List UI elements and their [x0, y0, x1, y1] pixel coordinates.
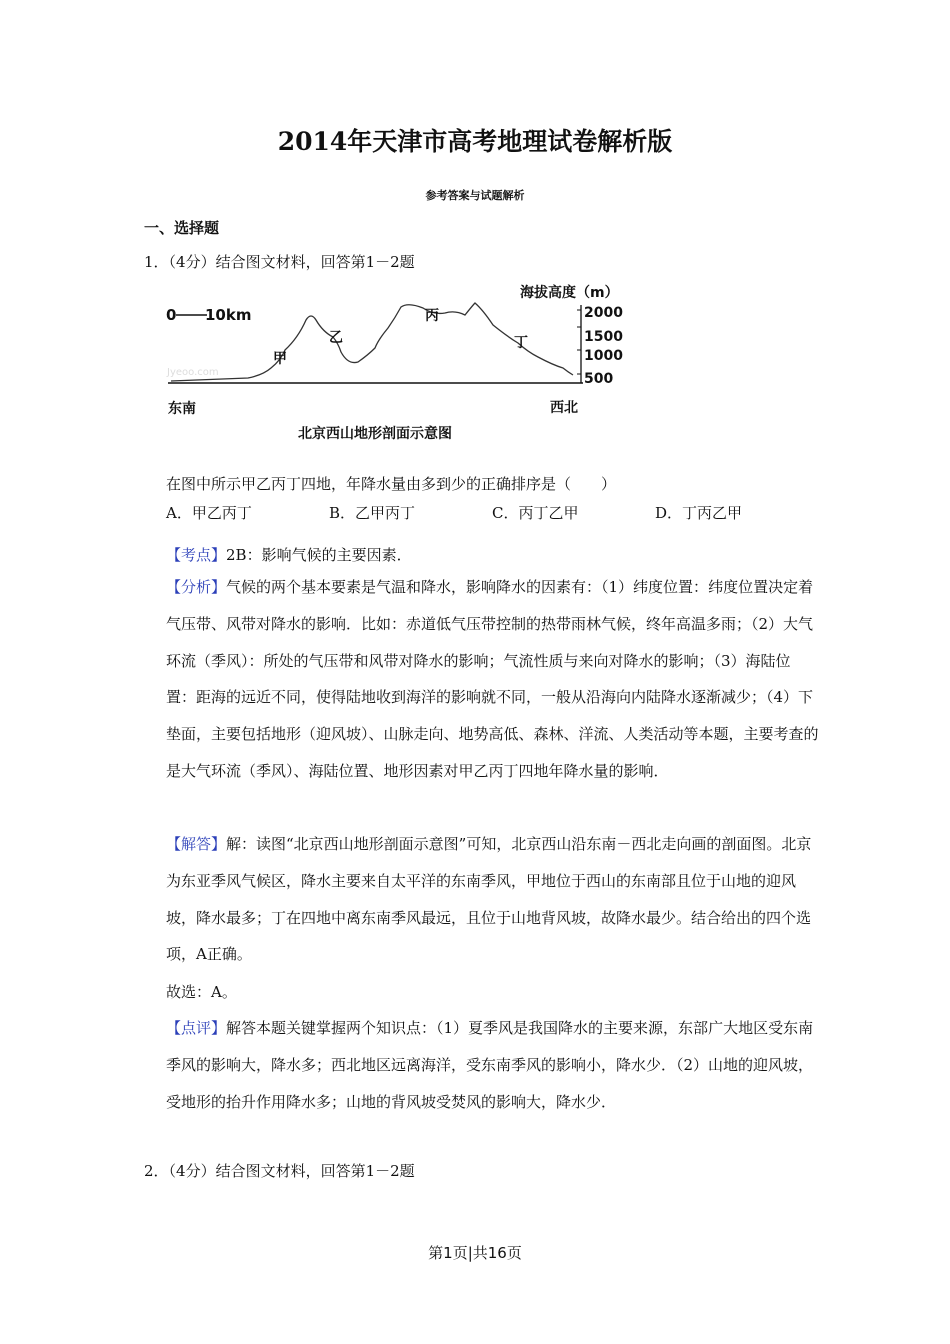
axis-title: 海拔高度（m）: [520, 285, 619, 301]
direction-northwest: 西北: [550, 400, 578, 416]
question-2-header: 2．（4分）结合图文材料，回答第1－2题: [144, 1162, 415, 1180]
point-yi: 乙: [329, 330, 343, 346]
page-title: 2014年天津市高考地理试卷解析版: [277, 127, 673, 156]
answer-choice: 故选：A。: [166, 983, 237, 1001]
fenxi-label: 【分析】: [166, 578, 227, 596]
jieda-block: [166, 826, 820, 973]
kaodian-text: 2B：影响气候的主要因素．: [226, 546, 412, 564]
point-jia: 甲: [273, 351, 287, 367]
question-1-header: 1．（4分）结合图文材料，回答第1－2题: [144, 253, 415, 271]
fenxi-text: 气候的两个基本要素是气温和降水，影响降水的因素有：（1）纬度位置：纬度位置决定着气压带、风带对降水的影响．比如：赤道低气压带控制的热带雨林气候，终年高温多雨；（2）大气环流（季风）：所处的气压带和风带对降水的影响；气流性质与来向对降水的影响；（3）海陆位置：距海的远近不同，使得陆地收到海洋的影响就不同，一般从沿海向内陆降水逐渐减少；（4）下垫面，主要包括地形（迎风坡）、山脉走向、地势高低、森林、洋流、人类活动等本题，主要考查的是大气环流（季风）、海陆位置、地形因素对甲乙丙丁四地年降水量的影响．: [166, 578, 819, 780]
option-d[interactable]: D．丁丙乙甲: [655, 504, 743, 522]
option-b[interactable]: B．乙甲丙丁: [329, 504, 416, 522]
point-bing: 丙: [425, 308, 439, 324]
dianping-text: 解答本题关键掌握两个知识点：（1）夏季风是我国降水的主要来源，东部广大地区受东南季风的影响大，降水多；西北地区远离海洋，受东南季风的影响小，降水少．（2）山地的迎风坡，受地形的抬升作用降水多；山地的背风坡受焚风的影响大，降水少．: [166, 1019, 814, 1111]
svg-text:1000: 1000: [584, 348, 623, 364]
page-number: 第1页|共16页: [428, 1244, 522, 1262]
svg-text:10km: 10km: [205, 306, 252, 324]
svg-text:500: 500: [584, 371, 614, 387]
figure-caption: 北京西山地形剖面示意图: [298, 426, 452, 442]
terrain-profile-figure: [163, 280, 633, 445]
point-ding: 丁: [514, 335, 528, 351]
jieda-text: 解：读图“北京西山地形剖面示意图”可知，北京西山沿东南－西北走向画的剖面图。北京为东亚季风气候区，降水主要来自太平洋的东南季风，甲地位于西山的东南部且位于山地的迎风坡，降水最多；丁在四地中离东南季风最远，且位于山地背风坡，故降水最少。结合给出的四个选项，A正确。: [166, 835, 812, 964]
dianping-block: [166, 1010, 820, 1120]
watermark: Jyeoo.com: [167, 367, 219, 378]
direction-southeast: 东南: [168, 401, 196, 417]
subtitle: 参考答案与试题解析: [425, 189, 525, 202]
dianping-label: 【点评】: [166, 1019, 227, 1037]
fenxi-block: [166, 569, 820, 790]
option-a[interactable]: A．甲乙丙丁: [166, 504, 252, 522]
svg-text:1500: 1500: [584, 329, 623, 345]
question-stem: 在图中所示甲乙丙丁四地，年降水量由多到少的正确排序是（ ）: [166, 475, 617, 493]
answer-options: [166, 502, 820, 523]
kaodian-label: 【考点】: [166, 546, 227, 564]
scale-label: 0: [166, 306, 177, 324]
svg-text:2000: 2000: [584, 305, 623, 321]
section-heading: 一、选择题: [144, 219, 220, 237]
jieda-label: 【解答】: [166, 835, 227, 853]
option-c[interactable]: C．丙丁乙甲: [492, 504, 579, 522]
